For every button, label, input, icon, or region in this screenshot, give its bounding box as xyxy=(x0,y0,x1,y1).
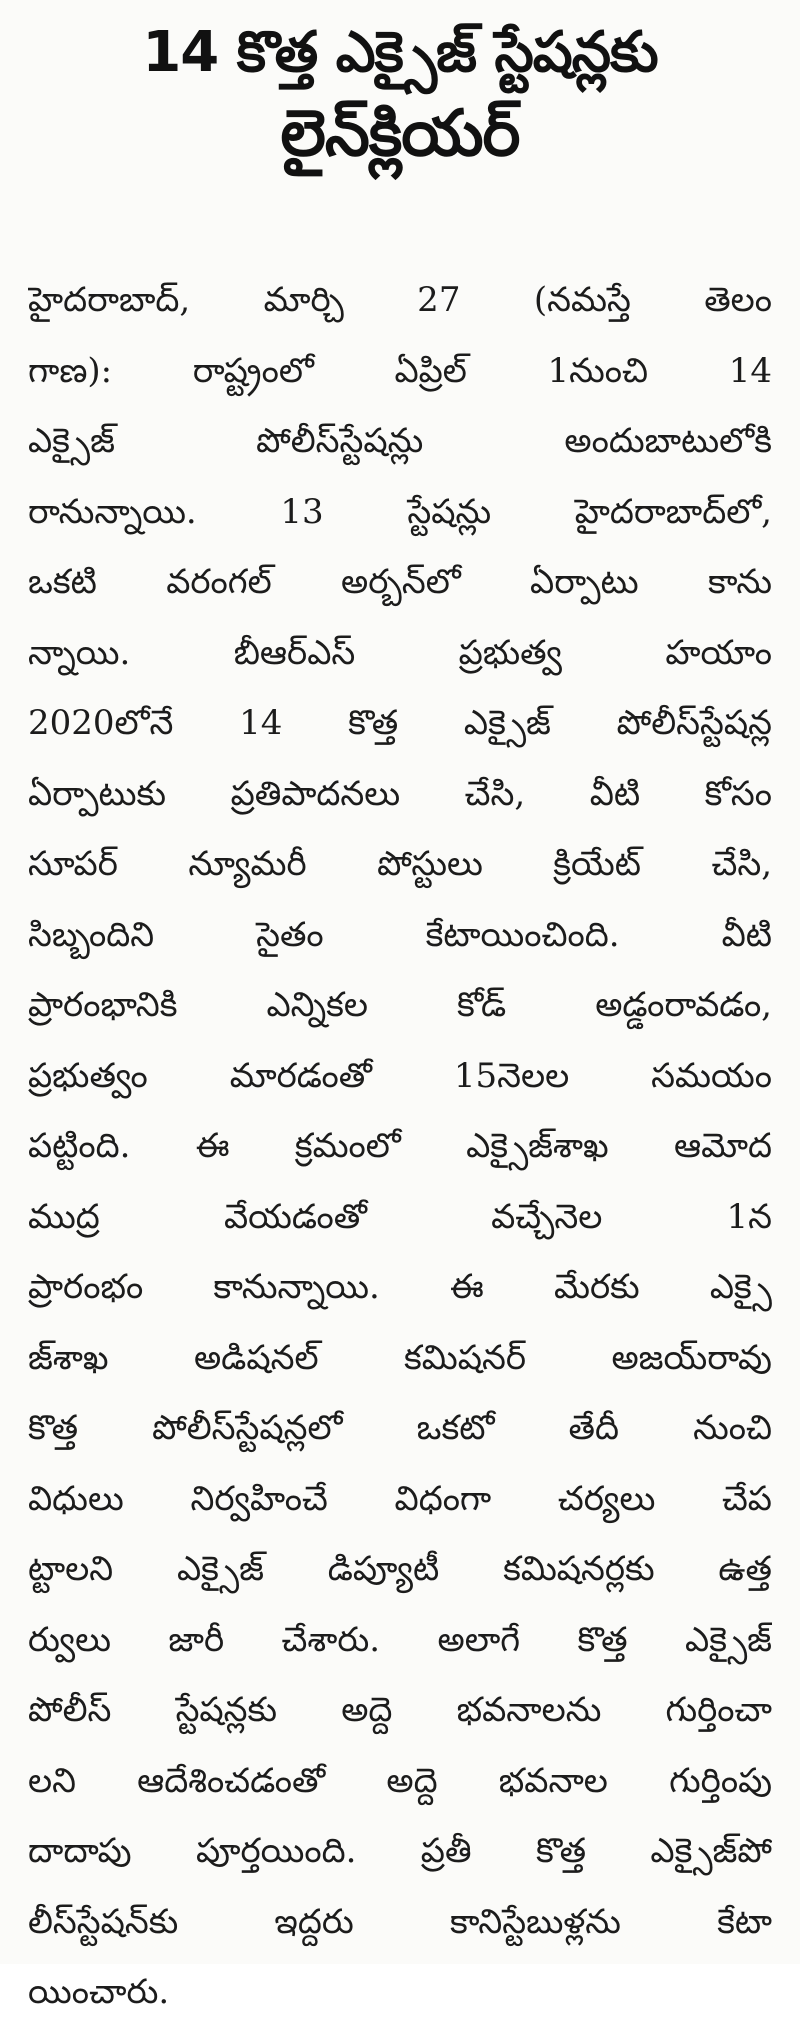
body-line: సిబ్బందిని సైతం కేటాయించింది. వీటి xyxy=(28,914,772,955)
body-line: ఒకటి వరంగల్ అర్బన్‌లో ఏర్పాటు కాను xyxy=(28,562,772,602)
body-line: ఏర్పాటుకు ప్రతిపాదనలు చేసి, వీటి కోసం xyxy=(28,773,772,814)
body-line: ప్రారంభానికి ఎన్నికల కోడ్ అడ్డంరావడం, xyxy=(28,985,772,1025)
body-line: లీస్‌స్టేషన్‌కు ఇద్దరు కానిస్టేబుళ్లను కేటా xyxy=(28,1901,772,1942)
body-line: విధులు నిర్వహించే విధంగా చర్యలు చేప xyxy=(28,1478,772,1519)
body-line: ప్రారంభం కానున్నాయి. ఈ మేరకు ఎక్సై xyxy=(28,1267,772,1307)
article-body xyxy=(28,265,772,2028)
body-line: లని ఆదేశించడంతో అద్దె భవనాల గుర్తింపు xyxy=(28,1760,772,1801)
body-line: జ్‌శాఖ అడిషనల్ కమిషనర్ అజయ్‌రావు xyxy=(28,1337,772,1378)
body-line: హైదరాబాద్, మార్చి 27 (నమస్తే తెలం xyxy=(28,280,772,320)
body-line: యించారు. xyxy=(28,1972,170,2012)
headline-line-2: లైన్‌క్లియర్ xyxy=(280,97,520,171)
body-line: 2020లోనే 14 కొత్త ఎక్సైజ్ పోలీస్‌స్టేషన్ల xyxy=(28,703,772,743)
body-line: ముద్ర వేయడంతో వచ్చేనెల 1న xyxy=(28,1196,772,1237)
body-line: న్నాయి. బీఆర్‌ఎస్ ప్రభుత్వ హయాం xyxy=(28,632,772,673)
body-line: గాణ): రాష్ట్రంలో ఏప్రిల్ 1నుంచి 14 xyxy=(28,350,772,391)
body-line: ప్రభుత్వం మారడంతో 15నెలల సమయం xyxy=(28,1055,772,1096)
headline xyxy=(0,0,800,174)
body-line: ర్వులు జారీ చేశారు. అలాగే కొత్త ఎక్సైజ్ xyxy=(28,1619,772,1660)
body-line: పట్టింది. ఈ క్రమంలో ఎక్సైజ్‌శాఖ ఆమోద xyxy=(28,1126,772,1166)
body-line: దాదాపు పూర్తయింది. ప్రతీ కొత్త ఎక్సైజ్‌పో xyxy=(28,1831,772,1871)
body-line: కొత్త పోలీస్‌స్టేషన్లలో ఒకటో తేదీ నుంచి xyxy=(28,1408,772,1448)
body-line: ఎక్సైజ్ పోలీస్‌స్టేషన్లు అందుబాటులోకి xyxy=(28,421,772,461)
headline-line-1: 14 కొత్త ఎక్సైజ్ స్టేషన్లకు xyxy=(142,20,658,85)
body-line: పోలీస్ స్టేషన్లకు అద్దె భవనాలను గుర్తించా xyxy=(28,1690,772,1730)
body-line: రానున్నాయి. 13 స్టేషన్లు హైదరాబాద్‌లో, xyxy=(28,491,772,532)
body-line: ట్టాలని ఎక్సైజ్ డిప్యూటీ కమిషనర్లకు ఉత్త xyxy=(28,1549,772,1589)
body-line: సూపర్ న్యూమరీ పోస్టులు క్రియేట్ చేసి, xyxy=(28,844,772,884)
